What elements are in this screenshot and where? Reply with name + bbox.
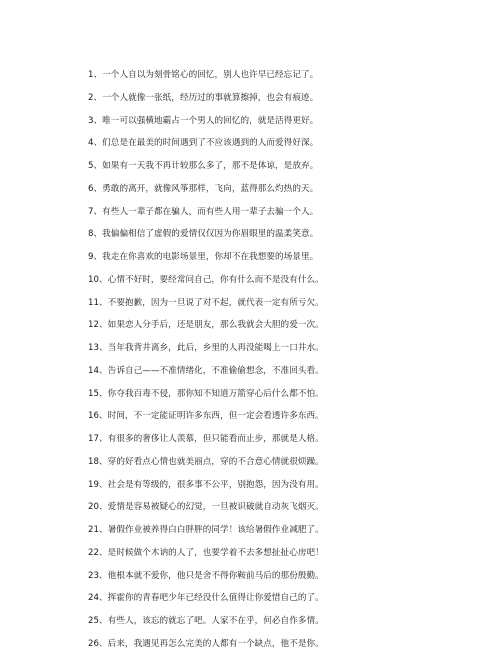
list-item: 24、挥霍你的青春吧少年已经没什么值得让你爱惜自己的了。	[88, 593, 324, 604]
list-item: 21、暑假作业被养得白白胖胖的同学！该给暑假作业减肥了。	[88, 525, 324, 535]
list-item: 10、心情不好时，要经常问自己，你有什么而不是没有什么。	[88, 274, 324, 285]
list-item: 23、他根本就不爱你，他只是舍不得你鞍前马后的那份殷勤。	[88, 570, 324, 581]
list-item: 17、有很多的奢侈让人羡慕，但只能看而止步，那就是人格。	[88, 434, 324, 444]
list-item: 5、如果有一天我不再计较那么多了，那不是体谅，是放弃。	[88, 161, 319, 171]
list-item: 3、唯一可以强横地霸占一个男人的回忆的，就是活得更好。	[88, 115, 319, 126]
list-item: 22、是时候做个木讷的人了，也要学着不去多想扯扯心房吧！	[88, 547, 324, 558]
list-item: 12、如果恋人分手后，还是朋友，那么我就会大胆的爱一次。	[88, 320, 324, 331]
list-item: 4、们总是在最美的时间遇到了不应该遇到的人而爱得好深。	[88, 138, 319, 149]
list-item: 6、勇敢的离开，就像风筝那样，飞向，蓝得那么灼热的天。	[88, 183, 319, 194]
list-item: 11、不要抱歉，因为一旦说了对不起，就代表一定有所亏欠。	[88, 297, 324, 308]
list-item: 26、后来，我遇见再怎么完美的人都有一个缺点，他不是你。	[88, 638, 324, 649]
list-item: 16、时间，不一定能证明许多东西，但一定会看透许多东西。	[88, 411, 324, 422]
sentence-list	[88, 64, 418, 656]
list-item: 13、当年我背井离乡，此后，乡里的人再没能喝上一口井水。	[88, 343, 324, 353]
list-item: 18、穿的好看点心情也就美丽点，穿的不合意心情就很烦躁。	[88, 456, 324, 467]
list-item: 7、有些人一辈子都在骗人，而有些人用一辈子去骗一个人。	[88, 206, 319, 217]
list-item: 2、一个人就像一张纸，经历过的事就算擦掉，也会有痕迹。	[88, 92, 319, 103]
list-item: 1、一个人自以为刻骨铭心的回忆，别人也许早已经忘记了。	[88, 70, 319, 80]
list-item: 19、社会是有等级的，很多事不公平，别抱怨，因为没有用。	[88, 479, 324, 490]
list-item: 9、我走在你喜欢的电影场景里，你却不在我想要的场景里。	[88, 252, 319, 262]
list-item: 20、爱情是容易被疑心的幻觉，一旦被识破就自动灰飞烟灭。	[88, 502, 324, 513]
list-item: 14、告诉自己——不准情绪化，不准偷偷想念，不准回头看。	[88, 365, 324, 376]
list-item: 15、你夺我百毒不侵，那你知不知道万箭穿心后什么都不怕。	[88, 388, 324, 399]
list-item: 25、有些人，该忘的就忘了吧。人家不在乎，何必自作多情。	[88, 616, 324, 626]
list-item: 8、我偏偏相信了虚假的爱情仅仅因为你眉眼里的温柔笑意。	[88, 229, 319, 240]
